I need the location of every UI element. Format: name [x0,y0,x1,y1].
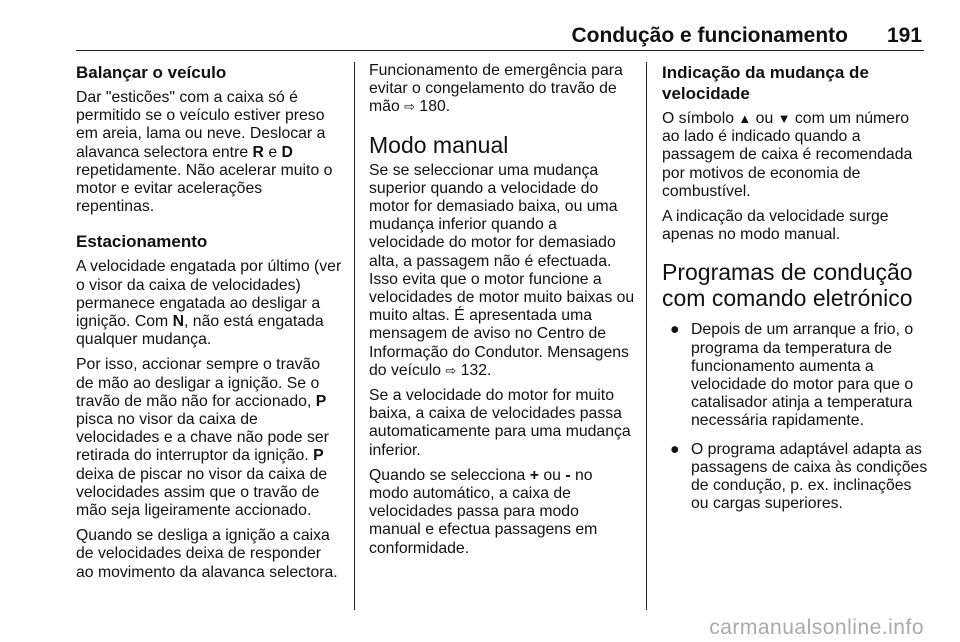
paragraph-manual-3: Quando se selecciona + ou - no modo automático, a caixa de velocidades passa para modo manual e efectua passagens em conformidade. [369,466,598,557]
bullet-icon: ● [670,321,680,339]
column-divider-1 [354,62,355,610]
page-number: 191 [886,24,922,47]
list-item: ● Depois de um arranque a frio, o programa da temperatura de funcionamento aumenta a velocidade do motor para que o catalisador atinja a temperatura necessária rapidamente. [670,321,914,430]
heading-driving-programs: Programas de condução com comando eletrónico [662,259,913,312]
header-rule [76,50,924,51]
column-3 [662,62,928,523]
page-header [0,0,960,52]
page-reference-icon: ⇨ [404,99,416,115]
paragraph-manual-2: Se a velocidade do motor for muito baixa, a caixa de velocidades passa automaticamente para uma mudança inferior. [369,387,631,459]
paragraph-gear-indication-1: O símbolo ▲ ou ▼ com um número ao lado é indicado quando a passagem de caixa é recomendada por motivos de economia de combustível. [662,110,913,200]
heading-manual-mode: Modo manual [369,131,509,158]
heading-parking: Estacionamento [76,232,208,252]
column-1 [76,62,342,589]
paragraph-gear-indication-2: A indicação da velocidade surge apenas no modo manual. [662,208,889,244]
bullet-icon: ● [670,440,680,458]
paragraph-rocking: Dar "esticões" com a caixa só é permitido se o veículo estiver preso em areia, lama ou neve. Deslocar a alavanca selectora entre R e D repetidamente. Não acelerar muito o motor e evitar acelerações repentinas. [76,89,333,216]
watermark: carmanualsonline.info [709,616,924,639]
arrow-down-icon: ▼ [777,111,791,126]
paragraph-emergency: Funcionamento de emergência para evitar o congelamento do travão de mão ⇨ 180. [369,62,623,116]
arrow-up-icon: ▲ [738,111,752,126]
paragraph-manual-1: Se se seleccionar uma mudança superior quando a velocidade do motor for demasiado baixa, ou uma mudança inferior quando a velocidade do motor for demasiado alta, a passagem não é efectuada. Isso evita que o motor funcione a velocidades de motor muito baixas ou muito altas. É apresentada uma mensagem de aviso no Centro de Informação do Condutor. Mensagens do veículo ⇨ 132. [369,161,635,379]
paragraph-parking-2: Por isso, accionar sempre o travão de mão ao desligar a ignição. Se o travão de mão não for accionado, P pisca no visor da caixa de velocidades e a chave não pode ser retirada do interruptor da ignição. P deixa de piscar no visor da caixa de velocidades assim que o travão de mão seja ligeiramente accionado. [76,356,329,520]
column-2 [369,62,635,565]
column-divider-2 [646,62,647,610]
chapter-title: Condução e funcionamento [571,24,848,47]
paragraph-parking-3: Quando se desliga a ignição a caixa de velocidades deixa de responder ao movimento da alavanca selectora. [76,527,338,581]
list-item: ● O programa adaptável adapta as passagens de caixa às condições de condução, p. ex. inclinações ou cargas superiores. [670,440,928,513]
page-reference-icon: ⇨ [445,362,457,378]
paragraph-parking-1: A velocidade engatada por último (ver o visor da caixa de velocidades) permanece engatada ao desligar a ignição. Com N, não está engatada qualquer mudança. [76,258,342,349]
heading-rocking: Balançar o veículo [76,63,227,82]
driving-programs-list [662,321,928,513]
heading-gear-indication: Indicação da mudança de velocidade [662,63,869,103]
